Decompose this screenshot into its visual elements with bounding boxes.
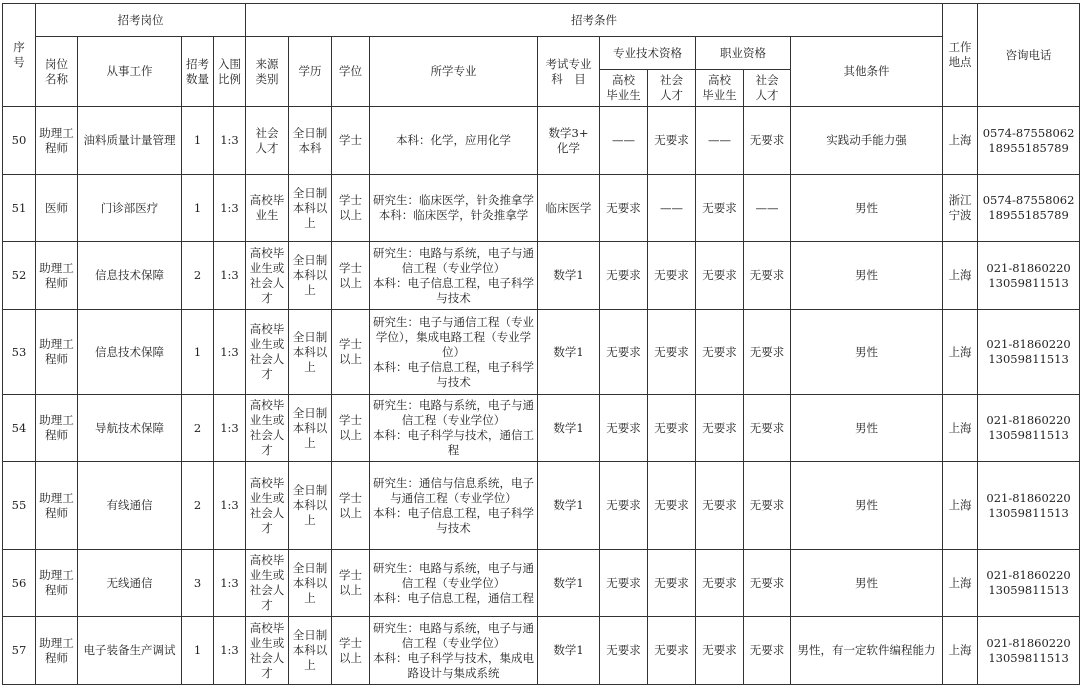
cell-tech-grad: 无要求 [600,175,648,242]
cell-exam: 数学1 [538,617,600,685]
cell-position: 医师 [36,175,78,242]
cell-exam: 数学1 [538,310,600,395]
cell-source: 高校毕 业生或 社会人 才 [246,462,289,550]
cell-source: 高校毕 业生或 社会人 才 [246,395,289,462]
cell-phone: 021-81860220 13059811513 [978,617,1080,685]
cell-exam: 数学3+ 化学 [538,107,600,175]
header-ratio: 入围 比例 [214,37,246,107]
header-job-social: 社会 人才 [744,70,791,107]
cell-other: 男性 [791,462,943,550]
cell-tech-grad: 无要求 [600,617,648,685]
cell-other: 实践动手能力强 [791,107,943,175]
cell-tech-social: —— [648,175,696,242]
cell-source: 高校毕 业生或 社会人 才 [246,310,289,395]
cell-quota: 3 [182,550,214,617]
cell-phone: 0574-87558062 18955185789 [978,107,1080,175]
cell-quota: 2 [182,395,214,462]
cell-source: 高校毕 业生或 社会人 才 [246,617,289,685]
cell-quota: 1 [182,310,214,395]
cell-job-social: 无要求 [744,550,791,617]
cell-seq: 53 [3,310,36,395]
cell-work: 油料质量计量管理 [78,107,182,175]
cell-exam: 临床医学 [538,175,600,242]
header-tech-social: 社会 人才 [648,70,696,107]
cell-work: 有线通信 [78,462,182,550]
cell-tech-social: 无要求 [648,550,696,617]
cell-tech-social: 无要求 [648,617,696,685]
cell-job-social: 无要求 [744,395,791,462]
cell-seq: 54 [3,395,36,462]
cell-quota: 1 [182,107,214,175]
cell-seq: 51 [3,175,36,242]
cell-phone: 021-81860220 13059811513 [978,242,1080,310]
cell-exam: 数学1 [538,395,600,462]
cell-other: 男性，有一定软件编程能力 [791,617,943,685]
cell-other: 男性 [791,175,943,242]
header-position-name: 岗位 名称 [36,37,78,107]
table-row [3,175,1080,242]
cell-degree: 学士 以上 [332,310,370,395]
cell-position: 助理工 程师 [36,617,78,685]
cell-location: 上海 [943,395,978,462]
cell-tech-grad: 无要求 [600,462,648,550]
header-group-conditions: 招考条件 [246,4,943,37]
cell-seq: 52 [3,242,36,310]
cell-tech-social: 无要求 [648,395,696,462]
cell-source: 高校毕 业生 [246,175,289,242]
cell-major: 研究生：临床医学，针灸推拿学 本科：临床医学，针灸推拿学 [370,175,538,242]
header-tech-grad: 高校 毕业生 [600,70,648,107]
cell-major: 研究生：电路与系统，电子与通信工程（专业学位） 本科：电子科学与技术，通信工程 [370,395,538,462]
cell-degree: 学士 以上 [332,175,370,242]
cell-source: 社会 人才 [246,107,289,175]
cell-quota: 2 [182,242,214,310]
cell-ratio: 1:3 [214,175,246,242]
cell-major: 本科：化学，应用化学 [370,107,538,175]
cell-other: 男性 [791,550,943,617]
table-row [3,617,1080,685]
cell-source: 高校毕 业生或 社会人 才 [246,242,289,310]
cell-location: 上海 [943,310,978,395]
cell-exam: 数学1 [538,550,600,617]
cell-other: 男性 [791,310,943,395]
cell-other: 男性 [791,242,943,310]
cell-seq: 50 [3,107,36,175]
cell-job-social: —— [744,175,791,242]
cell-tech-grad: 无要求 [600,550,648,617]
header-location: 工作 地点 [943,4,978,107]
header-work-content: 从事工作 [78,37,182,107]
cell-job-grad: 无要求 [696,310,744,395]
cell-tech-social: 无要求 [648,107,696,175]
table-row [3,395,1080,462]
cell-position: 助理工 程师 [36,310,78,395]
cell-job-social: 无要求 [744,310,791,395]
cell-education: 全日制 本科 [289,107,332,175]
cell-exam: 数学1 [538,462,600,550]
cell-degree: 学士 以上 [332,462,370,550]
cell-position: 助理工 程师 [36,550,78,617]
table-row [3,107,1080,175]
cell-job-grad: 无要求 [696,550,744,617]
cell-phone: 021-81860220 13059811513 [978,395,1080,462]
header-quota: 招考 数量 [182,37,214,107]
cell-location: 上海 [943,462,978,550]
cell-phone: 021-81860220 13059811513 [978,310,1080,395]
cell-education: 全日制 本科以 上 [289,617,332,685]
cell-education: 全日制 本科以 上 [289,395,332,462]
cell-job-social: 无要求 [744,462,791,550]
cell-location: 上海 [943,107,978,175]
header-major: 所学专业 [370,37,538,107]
header-tech-qual: 专业技术资格 [600,37,696,70]
cell-seq: 55 [3,462,36,550]
cell-major: 研究生：电子与通信工程（专业学位），集成电路工程（专业学位） 本科：电子信息工程，电子科学与技术 [370,310,538,395]
cell-job-social: 无要求 [744,242,791,310]
cell-job-grad: 无要求 [696,175,744,242]
cell-position: 助理工 程师 [36,395,78,462]
header-job-qual: 职业资格 [696,37,791,70]
cell-seq: 57 [3,617,36,685]
header-education: 学历 [289,37,332,107]
cell-degree: 学士 [332,107,370,175]
cell-seq: 56 [3,550,36,617]
header-phone: 咨询电话 [978,4,1080,107]
cell-education: 全日制 本科以 上 [289,242,332,310]
cell-tech-social: 无要求 [648,242,696,310]
cell-tech-grad: —— [600,107,648,175]
cell-position: 助理工 程师 [36,107,78,175]
cell-ratio: 1:3 [214,310,246,395]
cell-degree: 学士 以上 [332,242,370,310]
cell-job-social: 无要求 [744,107,791,175]
cell-work: 电子装备生产调试 [78,617,182,685]
cell-quota: 1 [182,175,214,242]
cell-job-social: 无要求 [744,617,791,685]
cell-quota: 2 [182,462,214,550]
cell-ratio: 1:3 [214,617,246,685]
header-row-2 [3,37,1080,70]
cell-ratio: 1:3 [214,107,246,175]
cell-ratio: 1:3 [214,242,246,310]
cell-degree: 学士 以上 [332,617,370,685]
table-row [3,550,1080,617]
table-row [3,462,1080,550]
header-exam: 考试专业 科 目 [538,37,600,107]
cell-work: 门诊部医疗 [78,175,182,242]
header-source: 来源 类别 [246,37,289,107]
cell-education: 全日制 本科以 上 [289,462,332,550]
cell-major: 研究生：电路与系统，电子与通信工程（专业学位） 本科：电子科学与技术，集成电路设计与集成系统 [370,617,538,685]
cell-job-grad: 无要求 [696,395,744,462]
header-job-grad: 高校 毕业生 [696,70,744,107]
cell-source: 高校毕 业生或 社会人 才 [246,550,289,617]
cell-tech-grad: 无要求 [600,395,648,462]
cell-degree: 学士 以上 [332,395,370,462]
header-group-position: 招考岗位 [36,4,246,37]
cell-position: 助理工 程师 [36,242,78,310]
cell-job-grad: —— [696,107,744,175]
cell-phone: 0574-87558062 18955185789 [978,175,1080,242]
cell-work: 无线通信 [78,550,182,617]
table-row [3,310,1080,395]
header-other: 其他条件 [791,37,943,107]
cell-location: 上海 [943,550,978,617]
cell-ratio: 1:3 [214,395,246,462]
cell-phone: 021-81860220 13059811513 [978,550,1080,617]
cell-position: 助理工 程师 [36,462,78,550]
cell-major: 研究生：通信与信息系统，电子与通信工程（专业学位） 本科：电子信息工程，电子科学与技术 [370,462,538,550]
cell-degree: 学士 以上 [332,550,370,617]
cell-education: 全日制 本科以 上 [289,175,332,242]
header-row-1 [3,4,1080,37]
cell-work: 导航技术保障 [78,395,182,462]
cell-work: 信息技术保障 [78,242,182,310]
cell-education: 全日制 本科以 上 [289,310,332,395]
cell-tech-grad: 无要求 [600,310,648,395]
cell-location: 浙江 宁波 [943,175,978,242]
header-seq: 序 号 [3,4,36,107]
cell-tech-grad: 无要求 [600,242,648,310]
cell-other: 男性 [791,395,943,462]
cell-job-grad: 无要求 [696,462,744,550]
cell-major: 研究生：电路与系统，电子与通信工程（专业学位） 本科：电子信息工程，通信工程 [370,550,538,617]
cell-tech-social: 无要求 [648,462,696,550]
cell-location: 上海 [943,617,978,685]
cell-work: 信息技术保障 [78,310,182,395]
cell-phone: 021-81860220 13059811513 [978,462,1080,550]
cell-major: 研究生：电路与系统，电子与通信工程（专业学位） 本科：电子信息工程，电子科学与技术 [370,242,538,310]
cell-tech-social: 无要求 [648,310,696,395]
cell-exam: 数学1 [538,242,600,310]
cell-education: 全日制 本科以 上 [289,550,332,617]
cell-location: 上海 [943,242,978,310]
recruitment-table [2,3,1080,685]
header-degree: 学位 [332,37,370,107]
table-row [3,242,1080,310]
cell-quota: 1 [182,617,214,685]
cell-ratio: 1:3 [214,462,246,550]
cell-job-grad: 无要求 [696,242,744,310]
cell-job-grad: 无要求 [696,617,744,685]
cell-ratio: 1:3 [214,550,246,617]
